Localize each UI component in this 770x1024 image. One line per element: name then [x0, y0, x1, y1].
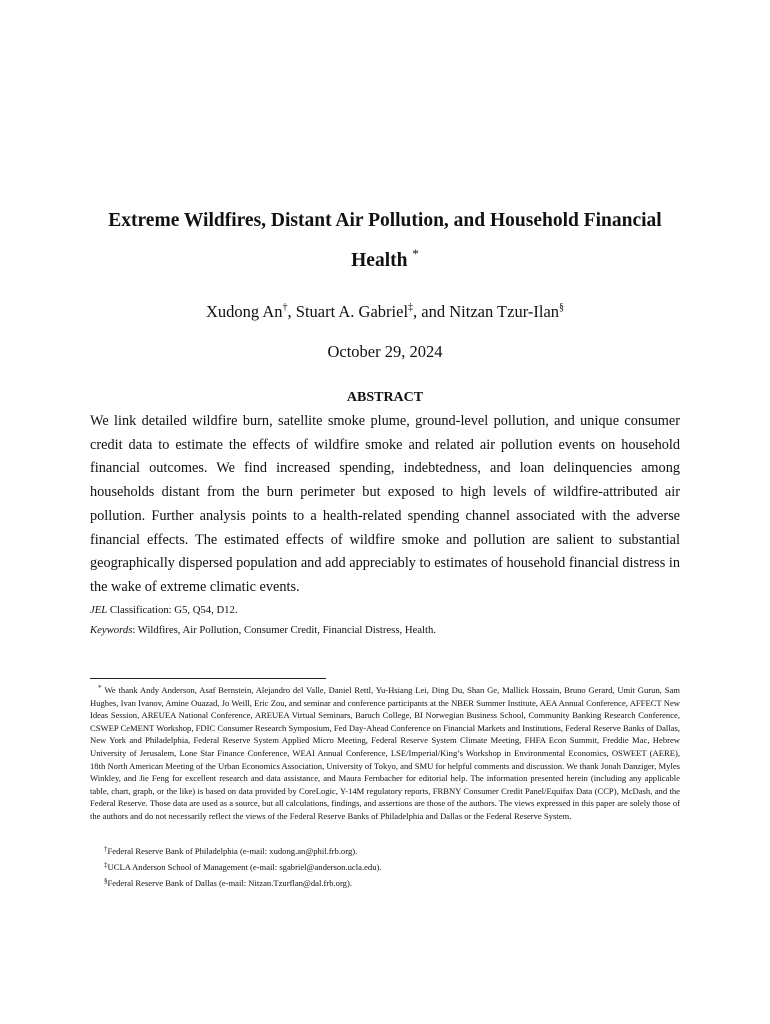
author-separator: , and	[413, 302, 450, 321]
footnote-mark: §	[104, 877, 108, 885]
author-name: Nitzan Tzur-Ilan	[449, 302, 560, 321]
footnote-mark: †	[104, 845, 108, 853]
affiliation-text: Federal Reserve Bank of Philadelphia (e-mail: xudong.an@phil.frb.org).	[107, 846, 358, 856]
author-separator: ,	[287, 302, 296, 321]
acknowledgment-text: We thank Andy Anderson, Asaf Bernstein, Alejandro del Valle, Daniel Rettl, Yu-Hsiang Lei, Ding Du, Shan Ge, Mallick Hossain, Bruno Gerard, Umit Gurun, Sam Hughes, Ivan Ivanov, Amine Ouazad, Jo Weill, Eric Zou, and seminar and conference participants at the NBER Summer Institute, AEA Annual Conference, AFFECT New Ideas Session, AREUEA National Conference, AREUEA Virtual Seminars, Baruch College, BI Norwegian Business School, Community Banking Research Conference, CSWEP CeMENT Workshop, FDIC Consumer Research Symposium, Fed Day-Ahead Conference on Financial Markets and Institutions, Federal Reserve Banks of Dallas, New York and Philadelphia, Federal Reserve System Applied Micro Meeting, Federal Reserve System Climate Meeting, FHFA Econ Summit, Freddie Mac, Hebrew University of Jerusalem, Lone Star Finance Conference, WEAI Annual Conference, LSE/Imperial/King’s Workshop in Environmental Economics, OSWEET (AERE), 18th North American Meeting of the Urban Economics Association, University of Tokyo, and SMU for helpful comments and discussion. We thank Jonah Danziger, Myles Winkley, and Jie Feng for excellent research and data assistance, and Maura Fernbacher for editorial help. The information presented herein (including any applicable table, chart, graph, or the like) is based on data provided by CoreLogic, Y-14M regulatory reports, FRBNY Consumer Credit Panel/Equifax Data (CCP), McDash, and the Federal Reserve. Those data are used as a source, but all calculations, findings, and assertions are those of the authors. The views expressed in this paper are solely those of the authors and do not necessarily reflect the views of the Federal Reserve Banks of Philadelphia and Dallas or the Federal Reserve System.	[90, 685, 680, 821]
abstract-heading: ABSTRACT	[346, 390, 424, 405]
abstract-text: We link detailed wildfire burn, satellite smoke plume, ground-level pollution, and unique consumer credit data to estimate the effects of wildfire smoke and related air pollution events on household financial outcomes. We find increased spending, indebtedness, and loan delinquencies among households distant from the burn perimeter but exposed to high levels of wildfire-attributed air pollution. Further analysis points to a health-related spending channel associated with the adverse financial effects. The estimated effects of wildfire smoke and pollution are salient to substantial geographically dispersed population and add appreciably to estimates of household financial distress in the wake of extreme climatic events.	[90, 413, 680, 595]
author-name: Stuart A. Gabriel	[295, 302, 409, 321]
author-name: Xudong An	[205, 302, 283, 321]
footnote-mark: *	[98, 684, 102, 692]
jel-label: JEL	[90, 604, 108, 616]
keywords	[90, 622, 680, 638]
footnote-divider	[90, 678, 326, 679]
author-footnote-mark: †	[282, 302, 288, 313]
affiliation-text: Federal Reserve Bank of Dallas (e-mail: Nitzan.Tzurflan@dal.frb.org).	[107, 878, 352, 888]
author-list	[90, 300, 680, 324]
affiliation-text: UCLA Anderson School of Management (e-mail: sgabriel@anderson.ucla.edu).	[107, 862, 382, 872]
author-footnote-mark: ‡	[408, 302, 414, 313]
keywords-list: : Wildfires, Air Pollution, Consumer Credit, Financial Distress, Health.	[132, 624, 436, 636]
keywords-label: Keywords	[90, 624, 133, 636]
author-affiliation-footnote	[104, 877, 680, 890]
jel-classification	[90, 602, 680, 618]
author-affiliation-footnote	[104, 861, 680, 874]
author-affiliation-footnote	[104, 845, 680, 858]
paper-title-text: Extreme Wildfires, Distant Air Pollution, and Household Financial Health	[108, 210, 662, 271]
paper-title	[90, 201, 680, 281]
paper-date: October 29, 2024	[327, 342, 443, 361]
title-footnote-mark: *	[412, 246, 419, 261]
footnote-mark: ‡	[104, 861, 108, 869]
acknowledgment-footnote	[90, 684, 680, 823]
author-footnote-mark: §	[559, 302, 565, 313]
jel-codes: Classification: G5, Q54, D12.	[107, 604, 238, 616]
